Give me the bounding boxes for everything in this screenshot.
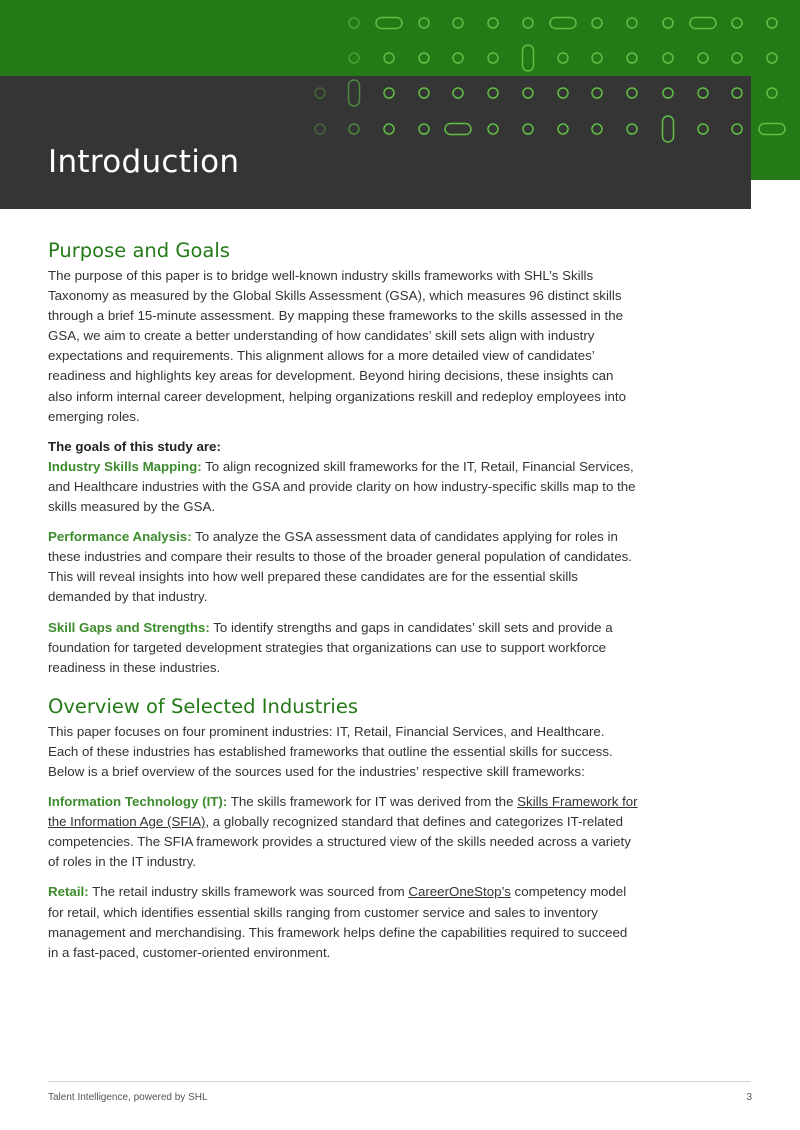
pattern-shape bbox=[732, 18, 742, 28]
overview-section bbox=[48, 692, 638, 963]
pattern-shape bbox=[732, 124, 742, 134]
pattern-shape bbox=[767, 18, 777, 28]
pattern-shape bbox=[592, 124, 602, 134]
pattern-shape bbox=[698, 124, 708, 134]
pattern-shape bbox=[627, 88, 637, 98]
purpose-section bbox=[48, 236, 638, 678]
goals-label: The goals of this study are: bbox=[48, 438, 221, 454]
pattern-shape bbox=[384, 88, 394, 98]
purpose-heading: Purpose and Goals bbox=[48, 239, 230, 262]
pattern-shape bbox=[663, 18, 673, 28]
pattern-shape bbox=[767, 88, 777, 98]
purpose-paragraph: The purpose of this paper is to bridge well-known industry skills frameworks with SHL’s Skills Taxonomy as measured by the Global Skills Assessment (GSA), which measures 96 distinct skills through a brief 15-minute assessment. By mapping these frameworks to the skills assessed in the GSA, we aim to create a better understanding of how candidates’ skill sets align with industry expectations and requirements. This alignment allows for a more detailed view of candidates’ readiness and highlights key areas for development. Beyond hiring decisions, these insights can also inform internal career development, helping organizations reskill and redeploy employees into emerging roles. bbox=[48, 268, 626, 424]
main-content bbox=[48, 236, 638, 963]
industry-it-text-after: , a globally recognized standard that defines and categorizes IT-related competencies. The SFIA framework provides a structured view of the skills needed across a variety of roles in the IT industry. bbox=[48, 814, 631, 870]
pattern-shape bbox=[523, 45, 534, 71]
footer-brand-text: Talent Intelligence, powered by SHL bbox=[48, 1092, 208, 1103]
goal-item bbox=[48, 527, 638, 607]
goal-label: Skill Gaps and Strengths: bbox=[48, 619, 210, 635]
pattern-shape bbox=[732, 88, 742, 98]
pattern-shape bbox=[419, 124, 429, 134]
goal-label: Performance Analysis: bbox=[48, 529, 192, 545]
pattern-shape bbox=[488, 18, 498, 28]
pattern-shape bbox=[419, 53, 429, 63]
pattern-shape bbox=[523, 88, 533, 98]
pattern-shape bbox=[592, 18, 602, 28]
pattern-shape bbox=[453, 88, 463, 98]
industry-retail-text-before: The retail industry skills framework was sourced from bbox=[88, 884, 409, 900]
footer-divider bbox=[48, 1081, 751, 1082]
pattern-shape bbox=[759, 124, 785, 135]
pattern-shape bbox=[349, 53, 359, 63]
goal-text: To align recognized skill frameworks for the IT, Retail, Financial Services, and Healthcare industries with the GSA and provide clarity on how industry-specific skills map to the skills measured by the GSA. bbox=[48, 458, 636, 515]
pattern-shape bbox=[663, 116, 674, 142]
pattern-shape bbox=[349, 18, 359, 28]
industry-it bbox=[48, 792, 638, 872]
pattern-shape bbox=[419, 88, 429, 98]
pattern-shape bbox=[732, 53, 742, 63]
industry-retail-text-after: competency model for retail, which identifies essential skills ranging from customer service and sales to inventory management and merchandising. This framework helps define the capabilities required to succeed in a fast-paced, customer-oriented environment. bbox=[48, 884, 628, 960]
pattern-shape bbox=[592, 88, 602, 98]
overview-heading: Overview of Selected Industries bbox=[48, 694, 358, 718]
industry-retail-label: Retail: bbox=[48, 884, 89, 900]
pattern-shape bbox=[550, 18, 576, 29]
pattern-shape bbox=[315, 88, 325, 98]
pattern-shape bbox=[384, 53, 394, 63]
pattern-shape bbox=[445, 124, 471, 135]
industry-it-label: Information Technology (IT): bbox=[48, 794, 228, 810]
goal-text: To analyze the GSA assessment data of candidates applying for roles in these industries and compare their results to those of the broader general population of candidates. This will reveal insights into how well prepared these candidates are for the essential skills demanded by that industry. bbox=[48, 529, 632, 605]
pattern-shape bbox=[767, 53, 777, 63]
page-title: Introduction bbox=[48, 144, 240, 180]
pattern-shape bbox=[349, 80, 360, 106]
pattern-shape bbox=[558, 124, 568, 134]
pattern-shape bbox=[690, 18, 716, 29]
pattern-shape bbox=[627, 18, 637, 28]
pattern-shape bbox=[453, 18, 463, 28]
sfia-link[interactable]: Skills Framework for the Information Age (SFIA) bbox=[48, 794, 638, 830]
pattern-shape bbox=[627, 124, 637, 134]
overview-paragraph: This paper focuses on four prominent industries: IT, Retail, Financial Services, and Healthcare. Each of these industries has established frameworks that outline the essential skills for success. Below is a brief overview of the sources used for the industries’ respective skill frameworks: bbox=[48, 723, 613, 779]
pattern-shape bbox=[592, 53, 602, 63]
pattern-shape bbox=[558, 88, 568, 98]
pattern-shape bbox=[523, 124, 533, 134]
careeronestop-link[interactable]: CareerOneStop’s bbox=[408, 884, 511, 900]
pattern-shape bbox=[663, 53, 673, 63]
goal-item bbox=[48, 618, 638, 678]
pattern-shape bbox=[384, 124, 394, 134]
page-number: 3 bbox=[746, 1092, 752, 1103]
goal-text: To identify strengths and gaps in candidates’ skill sets and provide a foundation for targeted development strategies that organizations can use to support workforce readiness in these industries. bbox=[48, 619, 613, 675]
pattern-shape bbox=[663, 88, 673, 98]
pattern-shape bbox=[488, 124, 498, 134]
pattern-shape bbox=[453, 53, 463, 63]
industry-it-text-before: The skills framework for IT was derived from the bbox=[227, 794, 518, 810]
pattern-shape bbox=[488, 88, 498, 98]
pattern-shape bbox=[523, 18, 533, 28]
pattern-shape bbox=[698, 53, 708, 63]
pattern-shape bbox=[315, 124, 325, 134]
industry-retail bbox=[48, 882, 638, 962]
pattern-shape bbox=[698, 88, 708, 98]
goal-label: Industry Skills Mapping: bbox=[48, 458, 202, 474]
pattern-shape bbox=[376, 18, 402, 29]
pattern-shape bbox=[419, 18, 429, 28]
pattern-shape bbox=[558, 53, 568, 63]
pattern-shape bbox=[627, 53, 637, 63]
pattern-shape bbox=[488, 53, 498, 63]
goal-item bbox=[48, 457, 638, 517]
pattern-shape bbox=[349, 124, 359, 134]
